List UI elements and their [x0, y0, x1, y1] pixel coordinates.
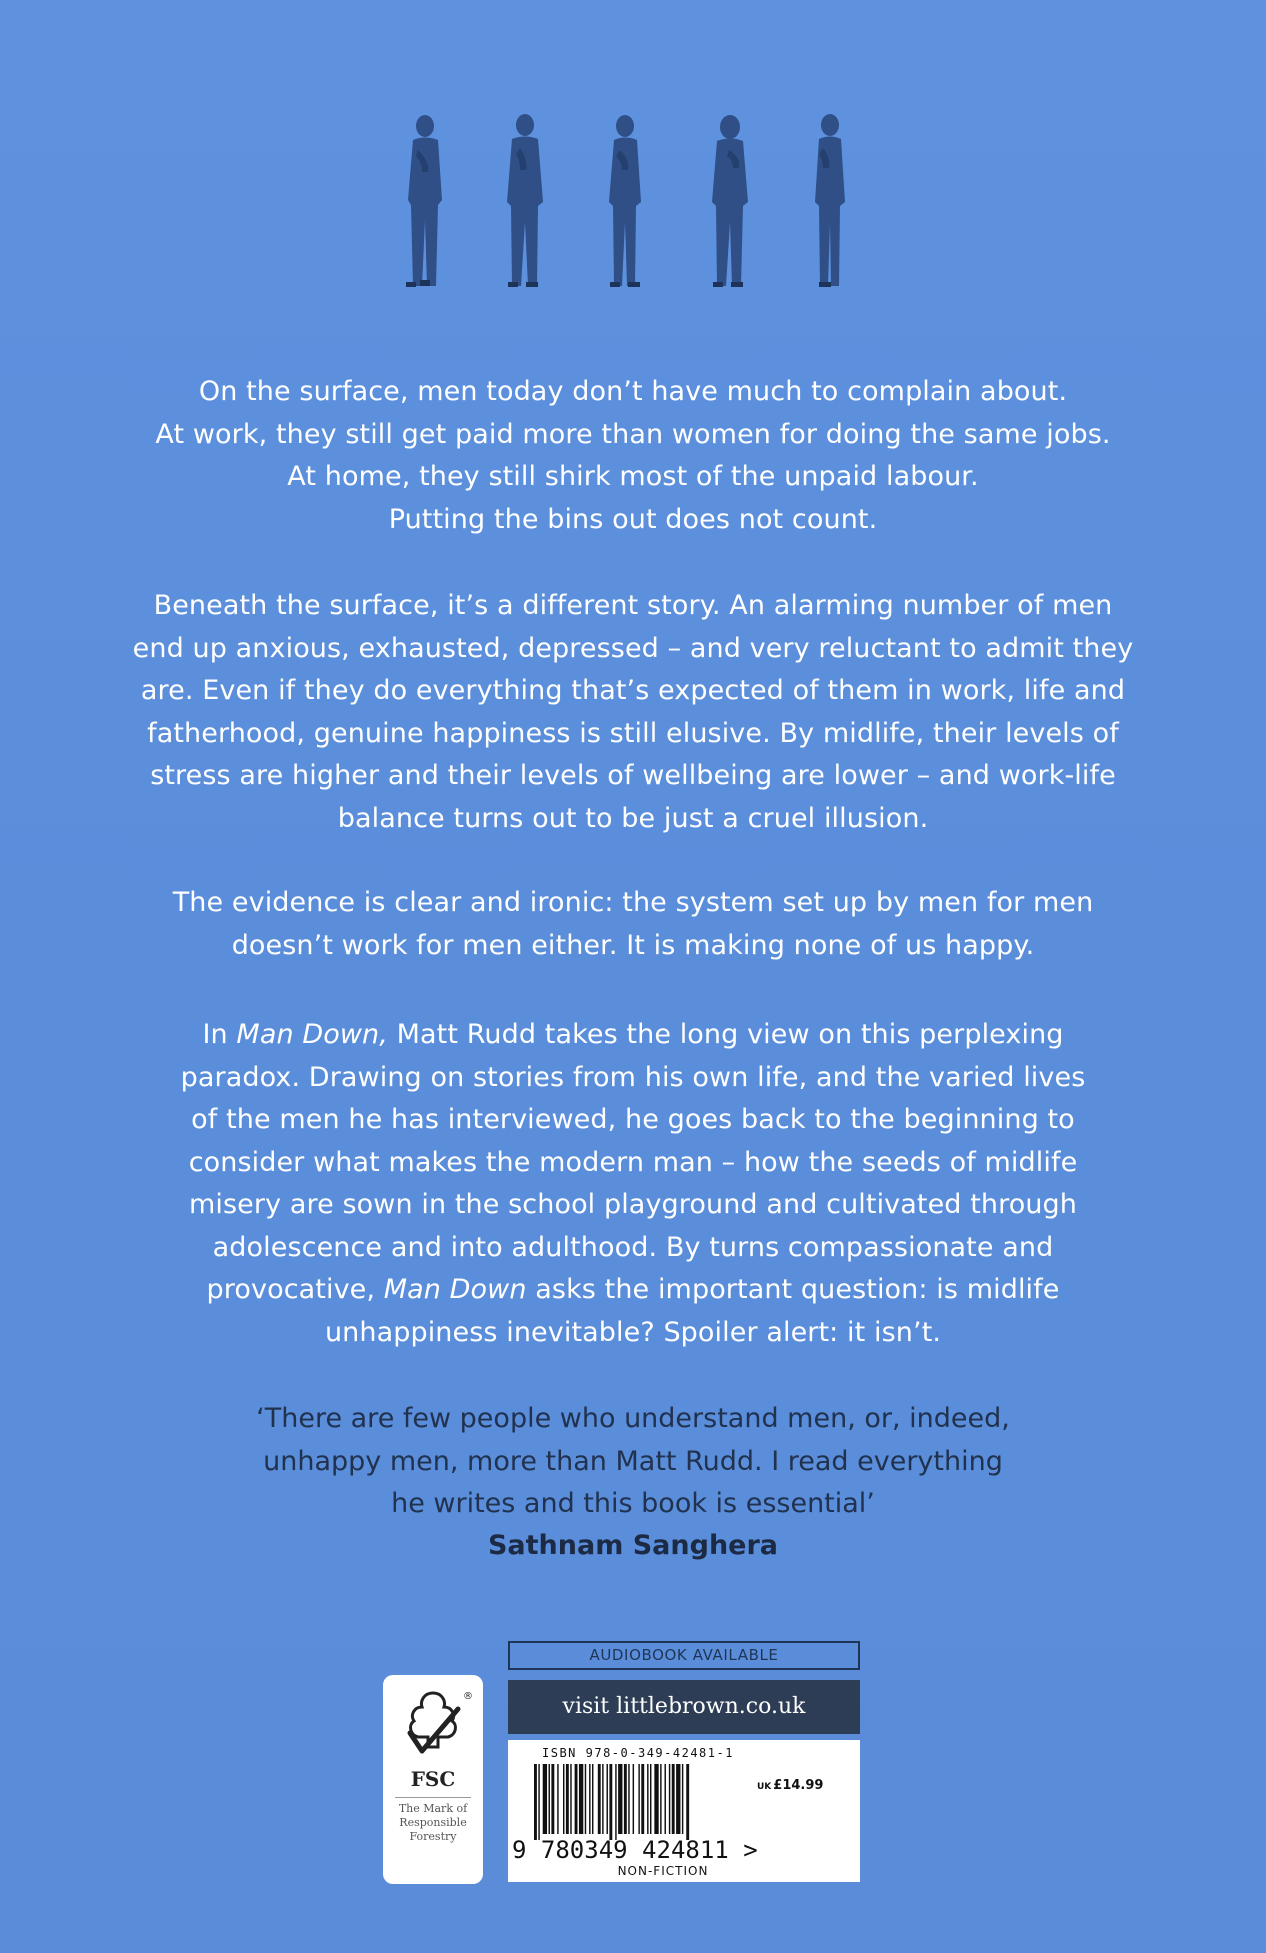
barcode-bar [676, 1764, 680, 1834]
blurb-line: of the men he has interviewed, he goes back to the beginning to [191, 1104, 1075, 1135]
fsc-subtext: The Mark of [398, 1802, 468, 1815]
blurb-line: Putting the bins out does not count. [388, 503, 878, 535]
fsc-tree-check-icon [402, 1689, 464, 1763]
book-title-italic: Man Down [383, 1274, 527, 1305]
barcode-bar [654, 1764, 658, 1834]
blurb-line: fatherhood, genuine happiness is still elusive. By midlife, their levels of [147, 717, 1119, 749]
blurb-paragraph-4 [120, 1014, 1146, 1354]
fsc-divider [395, 1797, 471, 1798]
thinking-man-figure-icon [480, 110, 570, 290]
barcode-bar [607, 1764, 608, 1834]
barcode-panel [508, 1740, 860, 1882]
thinking-man-figure-icon [785, 110, 875, 290]
registered-mark: ® [463, 1691, 473, 1702]
quote-attribution: Sathnam Sanghera [487, 1529, 779, 1561]
barcode-bar [598, 1764, 601, 1834]
thinking-man-figure-icon [685, 110, 775, 290]
blurb-paragraph-2 [120, 585, 1146, 840]
barcode-bar [672, 1764, 675, 1834]
blurb-line: adolescence and into adulthood. By turns compassionate and [212, 1231, 1054, 1263]
barcode-bar [549, 1764, 550, 1834]
blurb-line: end up anxious, exhausted, depressed – and very reluctant to admit they [132, 632, 1134, 664]
barcode-bar [628, 1764, 629, 1834]
blurb-text: provocative, [206, 1274, 384, 1305]
barcode-bar [575, 1764, 578, 1834]
barcode-bar [633, 1764, 634, 1834]
isbn-text: ISBN 978-0-349-42481-1 [542, 1746, 734, 1760]
blurb-text: In [202, 1019, 237, 1050]
barcode-bar [660, 1764, 661, 1834]
barcode-bar [592, 1764, 593, 1834]
barcode-bar [665, 1764, 666, 1834]
blurb-line: On the surface, men today don’t have much to complain about. [198, 376, 1068, 407]
barcode-bar [638, 1764, 639, 1834]
audiobook-available-label: AUDIOBOOK AVAILABLE [508, 1641, 860, 1670]
blurb-line: The evidence is clear and ironic: the system set up by men for men [172, 887, 1094, 918]
thinking-man-figure-icon [580, 110, 670, 290]
price-value: £14.99 [773, 1778, 824, 1793]
fsc-subtext: Forestry [409, 1830, 457, 1843]
barcode-bar [682, 1764, 683, 1834]
barcode-bar [650, 1764, 651, 1834]
blurb-text: Matt Rudd takes the long view on this perplexing [387, 1019, 1064, 1050]
barcode-bar [566, 1764, 569, 1834]
review-quote [120, 1398, 1146, 1567]
blurb-line: Beneath the surface, it’s a different story. An alarming number of men [153, 590, 1113, 621]
blurb-line [120, 1269, 1146, 1312]
blurb-text: asks the important question: is midlife [526, 1274, 1060, 1305]
barcode-bar [589, 1764, 590, 1834]
blurb-line: unhappiness inevitable? Spoiler alert: it isn’t. [324, 1316, 942, 1348]
barcode-bar [534, 1764, 537, 1840]
genre-label: NON-FICTION [617, 1864, 709, 1878]
barcode-bar [647, 1764, 648, 1834]
blurb-line: doesn’t work for men either. It is making none of us happy. [231, 929, 1035, 961]
blurb-line: balance turns out to be just a cruel illusion. [337, 802, 929, 834]
quote-line: he writes and this book is essential’ [391, 1488, 875, 1519]
blurb-line: paradox. Drawing on stories from his own life, and the varied lives [180, 1061, 1086, 1093]
barcode-bar [602, 1764, 603, 1834]
fsc-badge [383, 1675, 483, 1884]
barcode-bar [570, 1764, 571, 1834]
barcode-bar [609, 1764, 612, 1840]
publisher-website-link[interactable]: visit littlebrown.co.uk [508, 1680, 860, 1734]
price-prefix: UK [757, 1782, 772, 1792]
barcode-bar [618, 1764, 622, 1834]
barcode-digits: 9 780349 424811 > [512, 1836, 758, 1864]
book-title-italic: Man Down, [236, 1019, 388, 1050]
fsc-subtext: Responsible [399, 1816, 467, 1829]
barcode-bar [557, 1764, 558, 1834]
blurb-line: At home, they still shirk most of the unpaid labour. [287, 461, 979, 492]
barcode-bar [551, 1764, 554, 1834]
blurb-line: are. Even if they do everything that’s expected of them in work, life and [140, 675, 1126, 706]
barcode-bar [585, 1764, 586, 1834]
thinking-man-figure-icon [380, 110, 470, 290]
barcode-bar [624, 1764, 627, 1834]
quote-line: ‘There are few people who understand men, or, indeed, [256, 1403, 1010, 1434]
barcode-bar [641, 1764, 644, 1834]
fsc-label: FSC [410, 1767, 456, 1791]
figures-row [380, 110, 920, 290]
blurb-line: stress are higher and their levels of wellbeing are lower – and work-life [150, 760, 1116, 791]
blurb-line: consider what makes the modern man – how the seeds of midlife [188, 1146, 1078, 1178]
barcode-icon [532, 1764, 742, 1844]
price-tag [757, 1778, 823, 1793]
blurb-paragraph-1 [120, 371, 1146, 541]
barcode-bar [563, 1764, 564, 1834]
blurb-line [120, 1014, 1146, 1057]
barcode-bar [615, 1764, 616, 1840]
blurb-line: misery are sown in the school playground and cultivated through [188, 1189, 1078, 1220]
barcode-bar [579, 1764, 583, 1834]
barcode-bar [543, 1764, 547, 1834]
barcode-bar [686, 1764, 689, 1840]
barcode-bar [538, 1764, 539, 1840]
barcode-bar [669, 1764, 670, 1834]
blurb-paragraph-3 [120, 882, 1146, 967]
blurb-line: At work, they still get paid more than women for doing the same jobs. [155, 418, 1111, 450]
quote-line: unhappy men, more than Matt Rudd. I read everything [263, 1445, 1003, 1477]
